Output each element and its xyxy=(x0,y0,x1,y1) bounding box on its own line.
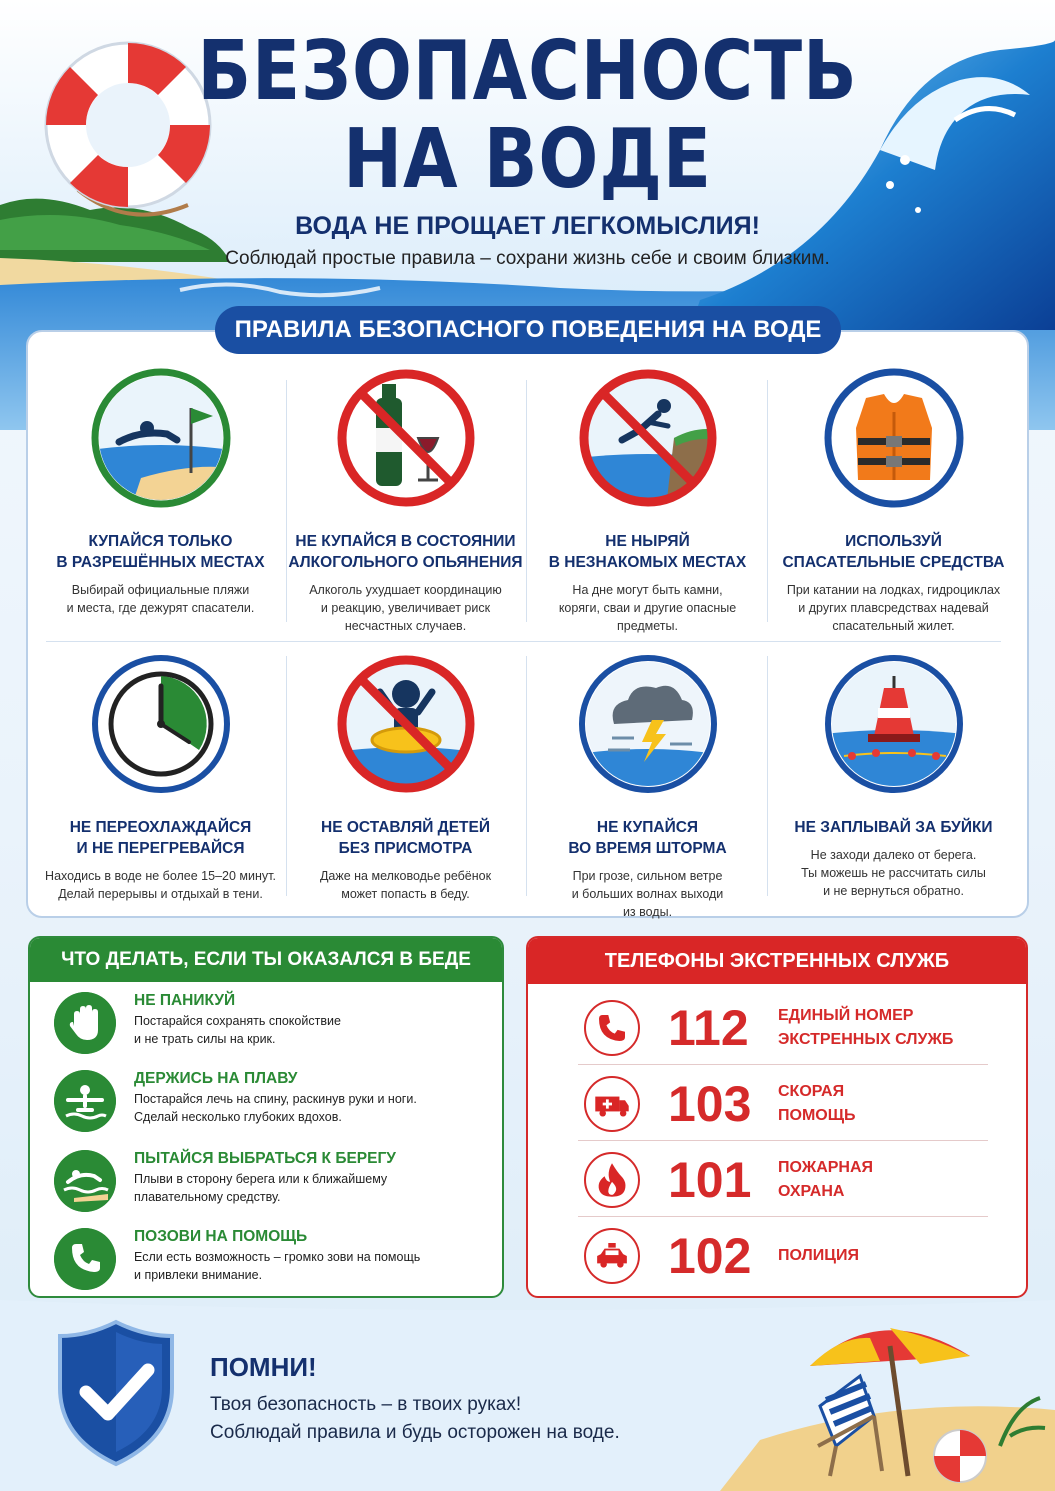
trouble-item: ПЫТАЙСЯ ВЫБРАТЬСЯ К БЕРЕГУ Плыви в сторону берега или к ближайшему плавательному средству. xyxy=(54,1150,494,1220)
no-unattended-child-icon xyxy=(336,654,476,794)
stop-hand-icon xyxy=(54,992,116,1054)
trouble-panel xyxy=(28,936,504,1298)
trouble-item: ПОЗОВИ НА ПОМОЩЬ Если есть возможность – громко зови на помощь и привлеки внимание. xyxy=(54,1228,494,1298)
rule-children: НЕ ОСТАВЛЯЙ ДЕТЕЙ БЕЗ ПРИСМОТРА Даже на мелководье ребёнок может попасть в беду. xyxy=(283,654,528,903)
trouble-item: НЕ ПАНИКУЙ Постарайся сохранять спокойствие и не трать силы на крик. xyxy=(54,992,494,1062)
phone-row-112: 112 ЕДИНЫЙ НОМЕР ЭКСТРЕННЫХ СЛУЖБ xyxy=(568,992,998,1068)
storm-icon xyxy=(578,654,718,794)
subtitle: ВОДА НЕ ПРОЩАЕТ ЛЕГКОМЫСЛИЯ! xyxy=(295,212,760,240)
rules-heading: ПРАВИЛА БЕЗОПАСНОГО ПОВЕДЕНИЯ НА ВОДЕ xyxy=(215,306,841,354)
police-car-icon xyxy=(584,1228,640,1284)
ambulance-icon xyxy=(584,1076,640,1132)
rule-life-vest: ИСПОЛЬЗУЙ СПАСАТЕЛЬНЫЕ СРЕДСТВА При катании на лодках, гидроциклах и других плавсредствах надевай спасательный жилет. xyxy=(771,368,1016,635)
phone-icon xyxy=(54,1228,116,1290)
swimmer-flag-icon xyxy=(91,368,231,508)
phone-row-101: 101 ПОЖАРНАЯ ОХРАНА xyxy=(568,1144,998,1220)
rule-no-alcohol: НЕ КУПАЙСЯ В СОСТОЯНИИ АЛКОГОЛЬНОГО ОПЬЯНЕНИЯ Алкоголь ухудшает координацию и реакцию, увеличивает риск несчастных случаев. xyxy=(283,368,528,635)
phone-row-102: 102 ПОЛИЦИЯ xyxy=(568,1220,998,1296)
phones-panel xyxy=(526,936,1028,1298)
page-title: БЕЗОПАСНОСТЬ НА ВОДЕ xyxy=(197,24,858,207)
remember-title: ПОМНИ! xyxy=(210,1352,317,1382)
rule-buoys: НЕ ЗАПЛЫВАЙ ЗА БУЙКИ Не заходи далеко от берега. Ты можешь не рассчитать силы и не вернуться обратно. xyxy=(771,654,1016,900)
rule-storm: НЕ КУПАЙСЯ ВО ВРЕМЯ ШТОРМА При грозе, сильном ветре и больших волнах выходи из воды. xyxy=(525,654,770,921)
fire-icon xyxy=(584,1152,640,1208)
swim-to-shore-icon xyxy=(54,1150,116,1212)
rule-temperature: НЕ ПЕРЕОХЛАЖДАЙСЯ И НЕ ПЕРЕГРЕВАЙСЯ Находись в воде не более 15–20 минут. Делай перерывы и отдыхай в тени. xyxy=(38,654,283,903)
trouble-item: ДЕРЖИСЬ НА ПЛАВУ Постарайся лечь на спину, раскинув руки и ноги. Сделай несколько глубоких вдохов. xyxy=(54,1070,494,1140)
shield-check-icon xyxy=(54,1318,178,1468)
clock-icon xyxy=(91,654,231,794)
life-vest-icon xyxy=(824,368,964,508)
rule-swim-allowed: КУПАЙСЯ ТОЛЬКО В РАЗРЕШЁННЫХ МЕСТАХ Выбирай официальные пляжи и места, где дежурят спасатели. xyxy=(38,368,283,617)
subline: Соблюдай простые правила – сохрани жизнь себе и своим близким. xyxy=(225,248,830,269)
floating-person-icon xyxy=(54,1070,116,1132)
no-alcohol-icon xyxy=(336,368,476,508)
no-diving-icon xyxy=(578,368,718,508)
rule-no-diving: НЕ НЫРЯЙ В НЕЗНАКОМЫХ МЕСТАХ На дне могут быть камни, коряги, сваи и другие опасные предметы. xyxy=(525,368,770,635)
phones-heading: ТЕЛЕФОНЫ ЭКСТРЕННЫХ СЛУЖБ xyxy=(528,938,1026,984)
remember-line-2: Соблюдай правила и будь осторожен на воде. xyxy=(210,1422,620,1443)
trouble-heading: ЧТО ДЕЛАТЬ, ЕСЛИ ТЫ ОКАЗАЛСЯ В БЕДЕ xyxy=(30,938,502,982)
buoy-icon xyxy=(824,654,964,794)
phone-icon xyxy=(584,1000,640,1056)
phone-row-103: 103 СКОРАЯ ПОМОЩЬ xyxy=(568,1068,998,1144)
remember-line-1: Твоя безопасность – в твоих руках! xyxy=(210,1394,522,1415)
beach-umbrella-icon xyxy=(770,1306,1055,1491)
